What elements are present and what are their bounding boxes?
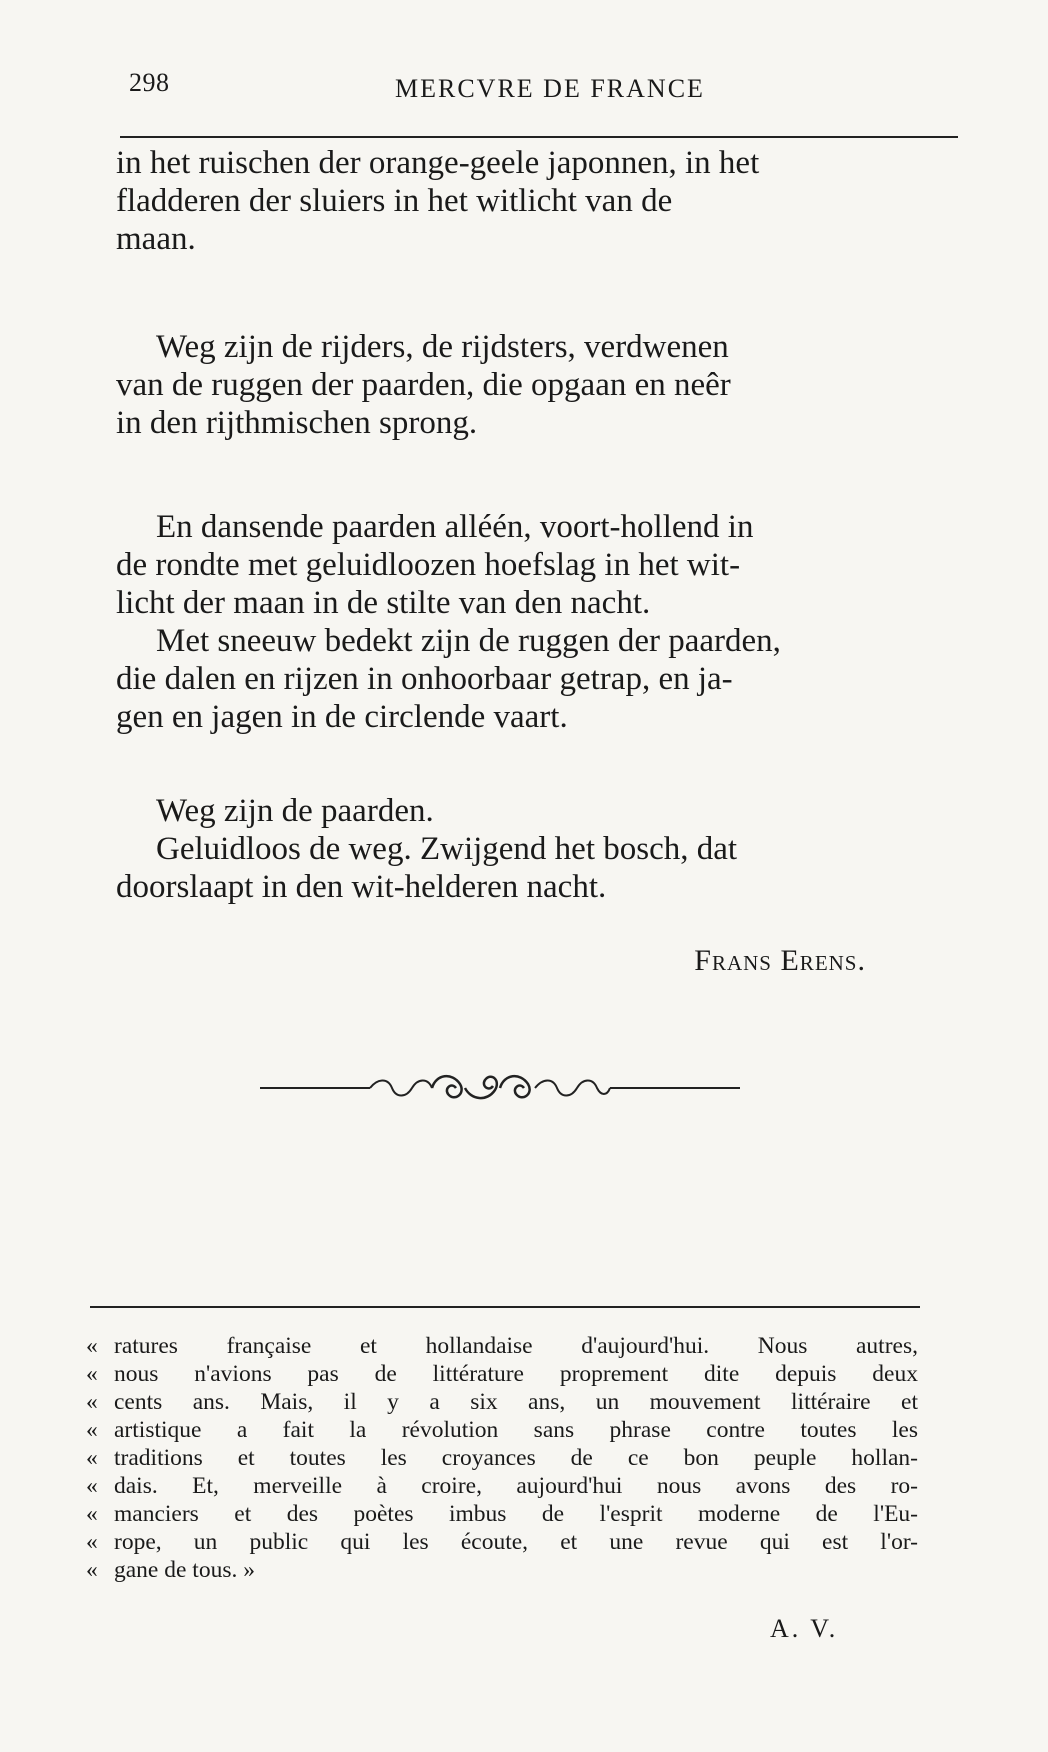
footnote-line: « nous n'avions pas de littérature proprement dite depuis deux — [86, 1361, 918, 1387]
footnote-rule — [90, 1306, 920, 1308]
text-line: van de ruggen der paarden, die opgaan en neêr — [116, 367, 731, 403]
footnote-line: « traditions et toutes les croyances de ce bon peuple hollan- — [86, 1445, 918, 1471]
quote-mark: « — [86, 1473, 98, 1499]
text-line: Geluidloos de weg. Zwijgend het bosch, dat — [156, 831, 738, 867]
text-line: Weg zijn de paarden. — [156, 793, 434, 829]
ornament-divider-icon — [260, 1068, 740, 1108]
prose-poem — [116, 144, 956, 980]
quote-mark: « — [86, 1333, 98, 1359]
author-signature: Frans Erens. — [694, 944, 866, 977]
footnote-line: « gane de tous. » — [86, 1557, 255, 1583]
footnote-line: « ratures française et hollandaise d'aujourd'hui. Nous autres, — [86, 1333, 918, 1359]
quote-mark: « — [86, 1389, 98, 1415]
quote-mark: « — [86, 1445, 98, 1471]
footnote-block — [86, 1332, 918, 1584]
stanza-5 — [116, 792, 956, 830]
footnote-line: « manciers et des poètes imbus de l'esprit moderne de l'Eu- — [86, 1501, 918, 1527]
stanza-2 — [116, 328, 956, 442]
footnote-line: « dais. Et, merveille à croire, aujourd'hui nous avons des ro- — [86, 1473, 918, 1499]
stanza-6 — [116, 830, 956, 906]
quote-mark: « — [86, 1417, 98, 1443]
footnote-line: « cents ans. Mais, il y a six ans, un mouvement littéraire et — [86, 1389, 918, 1415]
footnote-initials: A. V. — [770, 1614, 839, 1643]
page-number: 298 — [129, 68, 170, 97]
text-line: Weg zijn de rijders, de rijdsters, verdwenen — [156, 329, 729, 365]
text-line: in den rijthmischen sprong. — [116, 405, 478, 441]
page-header — [125, 64, 961, 108]
footnote-line: « artistique a fait la révolution sans phrase contre toutes les — [86, 1417, 918, 1443]
stanza-4 — [116, 622, 956, 736]
text-line: licht der maan in de stilte van den nacht. — [116, 585, 651, 621]
text-line: Met sneeuw bedekt zijn de ruggen der paarden, — [156, 623, 781, 659]
text-line: En dansende paarden alléén, voort-hollend in — [156, 509, 754, 545]
running-title: MERCVRE DE FRANCE — [395, 74, 705, 103]
quote-mark: « — [86, 1361, 98, 1387]
text-line: maan. — [116, 221, 196, 257]
text-line: doorslaapt in den wit-helderen nacht. — [116, 869, 607, 905]
stanza-1 — [116, 144, 956, 258]
text-line: die dalen en rijzen in onhoorbaar getrap, en ja- — [116, 661, 733, 697]
header-rule — [120, 136, 958, 138]
stanza-3 — [116, 508, 956, 622]
text-line: de rondte met geluidloozen hoefslag in het wit- — [116, 547, 741, 583]
quote-mark: « — [86, 1557, 98, 1583]
text-line: fladderen der sluiers in het witlicht van de — [116, 183, 673, 219]
quote-mark: « — [86, 1501, 98, 1527]
text-line: in het ruischen der orange-geele japonnen, in het — [116, 145, 760, 181]
text-line: gen en jagen in de circlende vaart. — [116, 699, 568, 735]
quote-mark: « — [86, 1529, 98, 1555]
footnote-line: « rope, un public qui les écoute, et une revue qui est l'or- — [86, 1529, 918, 1555]
